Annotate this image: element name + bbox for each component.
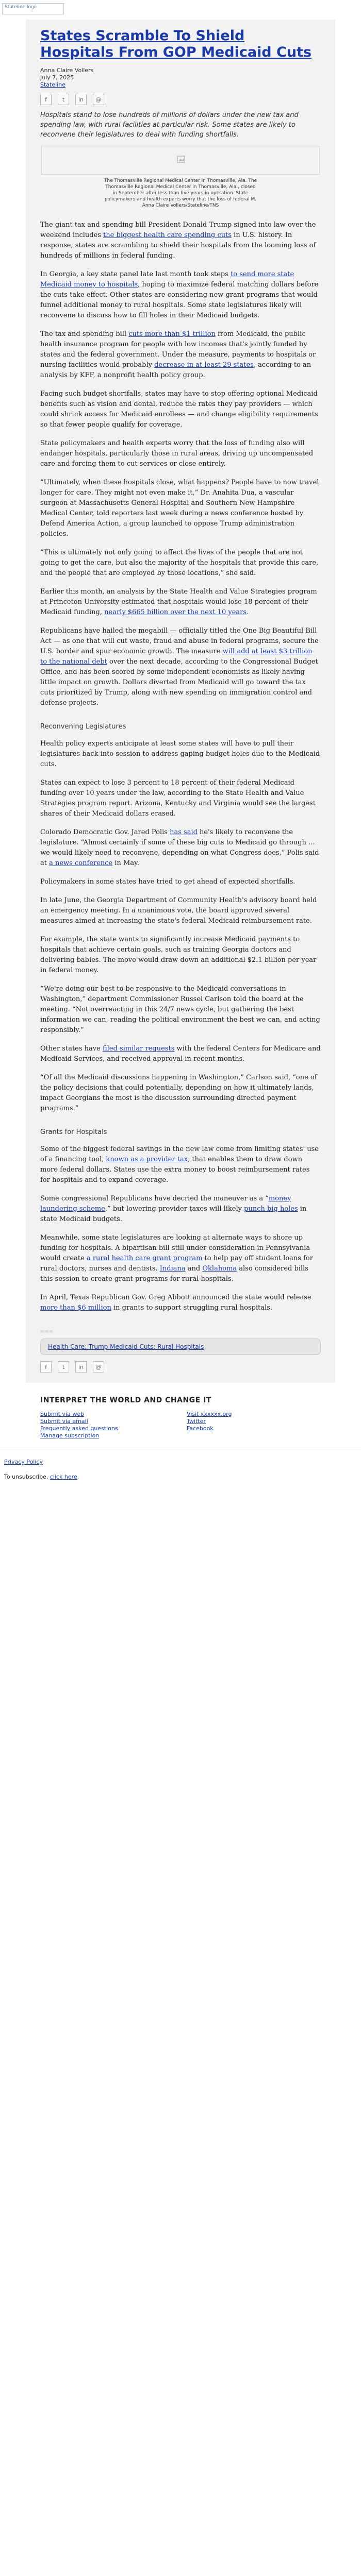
paragraph: Some of the biggest federal savings in the new law come from limiting states' use of a financing tool, known as a provider tax, that enables them to draw down more federal dollars. States use the extra money to boost reimbursement rates for hospitals and to expand coverage. bbox=[40, 1145, 319, 1184]
article-title-link[interactable]: States Scramble To Shield Hospitals From GOP Medicaid Cuts bbox=[40, 28, 312, 60]
paragraph: The giant tax and spending bill President Donald Trump signed into law over the weekend includes the biggest health care spending cuts in U.S. history. In response, states are scrambling to shield their hospitals from the looming loss of hundreds of millions in federal funding. bbox=[40, 221, 316, 260]
twitter-link[interactable]: Twitter bbox=[187, 1418, 206, 1425]
inline-link[interactable]: a rural health care grant program bbox=[86, 1255, 203, 1262]
section-subhead: Reconvening Legislatures bbox=[40, 723, 126, 731]
inline-link[interactable]: filed similar requests bbox=[102, 1045, 175, 1053]
inline-link[interactable]: to send more state Medicaid money to hospitals bbox=[40, 270, 294, 289]
article-dek: Hospitals stand to lose hundreds of millions of dollars under the new tax and spending law, with rural facilities at particular risk. Some states are likely to reconvene their legislatures to deal with funding shortfalls. bbox=[40, 111, 299, 139]
twitter-share-icon[interactable]: t bbox=[58, 1361, 69, 1372]
right-link-column bbox=[187, 1411, 321, 1439]
paragraph: In late June, the Georgia Department of Community Health's advisory board held an emergency meeting. In a unanimous vote, the board approved several measures aimed at increasing the state's federal Medicaid reimbursement rate. bbox=[40, 896, 317, 925]
submit-web-link[interactable]: Submit via web bbox=[40, 1411, 85, 1417]
section-subhead: Grants for Hospitals bbox=[40, 1128, 107, 1136]
inline-link[interactable]: money laundering scheme bbox=[40, 1195, 291, 1213]
paragraph: “Ultimately, when these hospitals close, what happens? People have to now travel longer for care. They might not even make it,” Dr. Anahita Dua, a vascular surgeon at Massachusetts General Hospital and Southern New Hampshire Medical Center, told reporters last week during a news conference hosted by Defend America Action, a group launched to oppose Trump administration policies. bbox=[40, 479, 319, 538]
paragraph: Earlier this month, an analysis by the State Health and Value Strategies program at Princeton University estimated that hospitals would lose 18 percent of their Medicaid funding, nearly $665 billion over the next 10 years. bbox=[40, 588, 317, 616]
topic-tag-link[interactable]: Health Care: Trump Medicaid Cuts: Rural Hospitals bbox=[48, 1343, 204, 1350]
paragraph: Health policy experts anticipate at least some states will have to pull their legislatures back into session to address gaping budget holes due to the Medicaid cuts. bbox=[40, 740, 320, 768]
paragraph: In April, Texas Republican Gov. Greg Abbott announced the state would release more than $6 million in grants to support struggling rural hospitals. bbox=[40, 1294, 311, 1312]
facebook-share-icon[interactable]: f bbox=[40, 1361, 52, 1372]
inline-link[interactable]: has said bbox=[170, 828, 198, 836]
unsubscribe-link[interactable]: click here bbox=[50, 1473, 77, 1480]
inline-link[interactable]: decrease in at least 29 states bbox=[154, 361, 254, 369]
paragraph: Policymakers in some states have tried to get ahead of expected shortfalls. bbox=[40, 878, 296, 886]
inline-link[interactable]: Indiana bbox=[159, 1265, 186, 1273]
inline-link[interactable]: Oklahoma bbox=[202, 1265, 237, 1273]
header-logo-image[interactable]: Stateline logo bbox=[2, 3, 64, 14]
topic-tag-box bbox=[40, 1338, 321, 1355]
article-card bbox=[26, 20, 335, 1383]
left-link-column bbox=[40, 1411, 174, 1439]
paragraph: Colorado Democratic Gov. Jared Polis has said he's likely to reconvene the legislature. “Almost certainly if some of these big cuts to Medicaid go through ... we would likely need to reconvene, depending on what Congress does,” Polis said at a news conference in May. bbox=[40, 828, 319, 867]
faq-link[interactable]: Frequently asked questions bbox=[40, 1425, 118, 1432]
paragraph: “Of all the Medicaid discussions happening in Washington,” Carlson said, “one of the policy decisions that could potentially, depending on how it ultimately lands, impact Georgians the most is the discussion surrounding directed payment programs.” bbox=[40, 1074, 317, 1112]
article-body bbox=[40, 220, 321, 1313]
email-share-icon[interactable]: @ bbox=[93, 94, 104, 105]
facebook-link[interactable]: Facebook bbox=[187, 1425, 214, 1432]
privacy-policy-link[interactable]: Privacy Policy bbox=[4, 1459, 43, 1465]
email-share-icon[interactable]: @ bbox=[93, 1361, 104, 1372]
share-icons-top bbox=[40, 94, 321, 105]
photo-caption: The Thomasville Regional Medical Center in Thomasville, Ala. The Thomasville Regional Medical Center in Thomasville, Ala., closed in September after less than five years in operation. State policymakers and health experts worry that the loss of federal M. Anna Claire Vollers/Stateline/TNS bbox=[104, 178, 257, 208]
submit-email-link[interactable]: Submit via email bbox=[40, 1418, 88, 1425]
inline-link[interactable]: the biggest health care spending cuts bbox=[103, 231, 232, 239]
paragraph: Some congressional Republicans have decried the maneuver as a “money laundering scheme,” but lowering provider taxes will likely punch big holes in state Medicaid budgets. bbox=[40, 1195, 307, 1223]
paragraph: “This is ultimately not only going to affect the lives of the people that are not going to get the care, but also the majority of the hospitals that provide this care, and the people that are employed by those locations,” she said. bbox=[40, 549, 319, 577]
linkedin-share-icon[interactable]: in bbox=[75, 1361, 87, 1372]
inline-link[interactable]: more than $6 million bbox=[40, 1304, 111, 1312]
paragraph: State policymakers and health experts worry that the loss of funding also will endanger hospitals, particularly those in rural areas, driving up uncompensated care and forcing them to cut services or close entirely. bbox=[40, 439, 314, 468]
author-name: Anna Claire Vollers bbox=[40, 67, 94, 74]
paragraph: Meanwhile, some state legislatures are looking at alternate ways to shore up funding for hospitals. A bipartisan bill still under consideration in Pennsylvania would create a rural health care grant program to help pay off student loans for rural doctors, nurses and dentists. Indiana and Oklahoma also considered bills this session to create grant programs for rural hospitals. bbox=[40, 1234, 313, 1283]
inline-link[interactable]: cuts more than $1 trillion bbox=[128, 330, 216, 338]
manage-subscription-link[interactable]: Manage subscription bbox=[40, 1432, 100, 1439]
linkedin-share-icon[interactable]: in bbox=[75, 94, 87, 105]
inline-link[interactable]: nearly $665 billion over the next 10 years bbox=[104, 608, 247, 616]
email-page bbox=[0, 3, 361, 1480]
privacy-row bbox=[0, 1459, 361, 1465]
section-heading: INTERPRET THE WORLD AND CHANGE IT bbox=[40, 1396, 211, 1404]
share-icons-bottom bbox=[40, 1361, 321, 1372]
end-mark: === bbox=[40, 1329, 54, 1334]
inline-link[interactable]: known as a provider tax bbox=[106, 1156, 188, 1163]
paragraph: States can expect to lose 3 percent to 18 percent of their federal Medicaid funding over 10 years under the law, according to the State Health and Value Strategies program report. Arizona, Kentucky and Virginia would see the largest shares of their Medicaid dollars erased. bbox=[40, 779, 316, 818]
unsubscribe-row: To unsubscribe, click here. bbox=[4, 1473, 79, 1480]
byline bbox=[40, 67, 321, 89]
inline-link[interactable]: will add at least $3 trillion to the national debt bbox=[40, 648, 313, 666]
inline-link[interactable]: a news conference bbox=[49, 859, 113, 867]
inline-link[interactable]: punch big holes bbox=[244, 1205, 298, 1213]
article-photo bbox=[41, 146, 320, 175]
photo-placeholder-icon bbox=[41, 146, 320, 175]
publish-date: July 7, 2025 bbox=[40, 74, 74, 81]
paragraph: Facing such budget shortfalls, states may have to stop offering optional Medicaid benefits such as vision and dental, reduce the rates they pay providers — which could shrink access for Medicaid enrollees — and change eligibility requirements so that fewer people qualify for coverage. bbox=[40, 390, 318, 429]
interpret-world-section bbox=[26, 1396, 335, 1439]
twitter-share-icon[interactable]: t bbox=[58, 94, 69, 105]
paragraph: Republicans have hailed the megabill — officially titled the One Big Beautiful Bill Act — as one that will cut waste, fraud and abuse in federal programs, secure the U.S. border and spur economic growth. The measure will add at least $3 trillion to the national debt over the next decade, according to the Congressional Budget Office, and has been scored by some independent economists as likely having little impact on growth. Dollars diverted from Medicaid will go toward the tax cuts prioritized by Trump, along with new spending on immigration control and defense projects. bbox=[40, 627, 319, 707]
paragraph: “We're doing our best to be responsive to the Medicaid conversations in Washington,” department Commissioner Russel Carlson told the board at the meeting. “Not overreacting in this 24/7 news cycle, but gathering the best information we can, reading the political environment the best we can, and acting responsibly.” bbox=[40, 985, 320, 1034]
visit-site-link[interactable]: Visit xxxxxx.org bbox=[187, 1411, 232, 1417]
paragraph: For example, the state wants to significantly increase Medicaid payments to hospitals that achieve certain goals, such as training Georgia doctors and delivering babies. The move would draw down an additional $2.1 billion per year in federal money. bbox=[40, 936, 317, 974]
paragraph: The tax and spending bill cuts more than $1 trillion from Medicaid, the public health insurance program for people with low incomes that's jointly funded by states and the federal government. Under the measure, payments to hospitals or nursing facilities would probably decrease in at least 29 states, according to an analysis by KFF, a nonprofit health policy group. bbox=[40, 330, 316, 379]
link-columns bbox=[40, 1411, 321, 1439]
facebook-share-icon[interactable]: f bbox=[40, 94, 52, 105]
paragraph: In Georgia, a key state panel late last month took steps to send more state Medicaid money to hospitals, hoping to maximize federal matching dollars before the cuts take effect. Other states are considering new grant programs that would funnel additional money to rural hospitals. Some state legislatures likely will reconvene to discuss how to fill holes in their Medicaid budgets. bbox=[40, 270, 319, 319]
paragraph: Other states have filed similar requests with the federal Centers for Medicare and Medicaid Services, and received approval in recent months. bbox=[40, 1045, 321, 1063]
source-link[interactable]: Stateline bbox=[40, 81, 65, 88]
